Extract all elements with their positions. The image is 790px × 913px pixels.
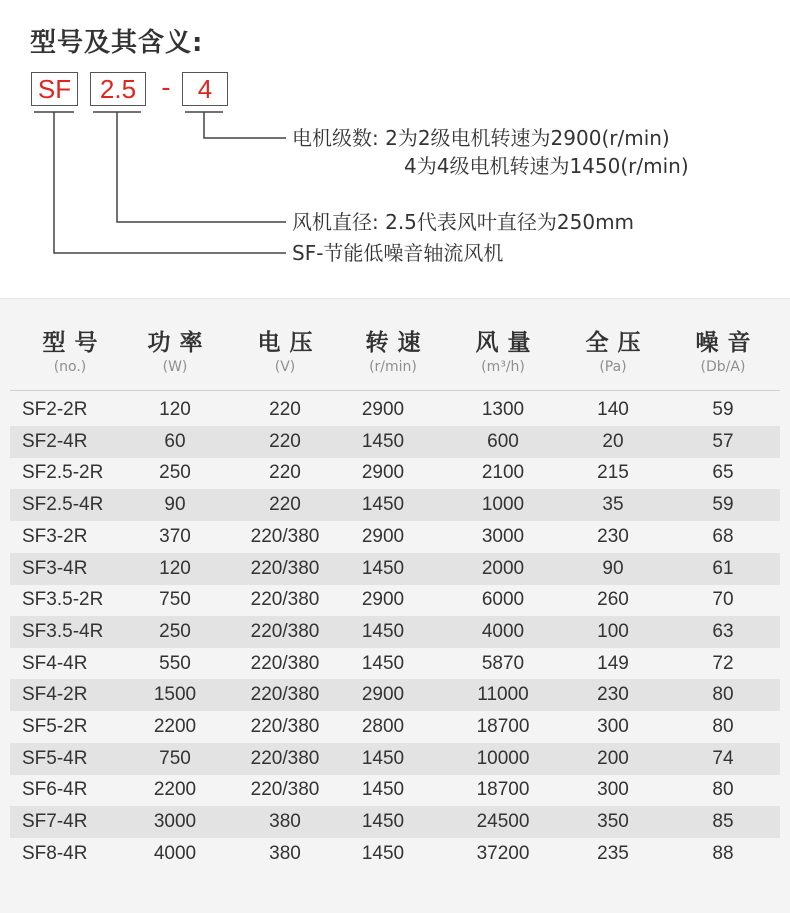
header-speed-unit: (r/min) xyxy=(369,359,417,375)
cell-voltage: 220/380 xyxy=(250,589,320,611)
cell-voltage: 380 xyxy=(269,811,301,833)
diameter-connector xyxy=(117,112,286,222)
cell-voltage: 220/380 xyxy=(250,652,320,674)
cell-speed: 2900 xyxy=(361,684,405,706)
cell-noise: 74 xyxy=(712,747,734,769)
cell-model: SF2-4R xyxy=(22,430,88,452)
header-power xyxy=(120,328,230,376)
cell-airflow: 600 xyxy=(487,430,519,452)
cell-power: 550 xyxy=(159,652,191,674)
cell-voltage: 220/380 xyxy=(250,620,320,642)
table-row xyxy=(10,806,780,838)
cell-pressure: 215 xyxy=(597,462,629,484)
cell-noise: 68 xyxy=(712,525,734,547)
cell-power: 3000 xyxy=(153,811,197,833)
cell-airflow: 5870 xyxy=(481,652,525,674)
cell-voltage: 380 xyxy=(269,842,301,864)
cell-speed: 2900 xyxy=(361,399,405,420)
cell-noise: 80 xyxy=(712,779,734,801)
cell-power: 2200 xyxy=(153,779,197,801)
header-speed xyxy=(338,328,448,376)
cell-model: SF3-2R xyxy=(22,525,88,547)
cell-speed: 1450 xyxy=(361,779,405,801)
table-row xyxy=(10,394,780,426)
header-noise-label: 噪音 xyxy=(695,330,760,356)
cell-power: 2200 xyxy=(153,716,197,737)
header-divider xyxy=(10,390,780,391)
table-row xyxy=(10,838,780,870)
cell-speed: 1450 xyxy=(361,842,405,864)
cell-pressure: 230 xyxy=(597,525,629,547)
header-model xyxy=(10,328,130,376)
cell-model: SF4-4R xyxy=(22,652,88,674)
cell-noise: 72 xyxy=(712,652,734,674)
cell-noise: 80 xyxy=(712,716,734,737)
cell-speed: 1450 xyxy=(361,811,405,833)
header-airflow xyxy=(448,328,558,376)
cell-pressure: 200 xyxy=(597,747,629,769)
cell-pressure: 350 xyxy=(597,811,629,833)
cell-pressure: 230 xyxy=(597,684,629,706)
cell-voltage: 220 xyxy=(269,430,301,452)
poles-connector xyxy=(204,112,286,138)
cell-power: 750 xyxy=(159,747,191,769)
page-heading: 型号及其含义: xyxy=(30,28,204,58)
cell-airflow: 11000 xyxy=(477,684,529,706)
cell-model: SF4-2R xyxy=(22,684,88,706)
cell-noise: 63 xyxy=(712,620,734,642)
header-power-label: 功率 xyxy=(147,330,212,356)
cell-pressure: 235 xyxy=(597,842,629,864)
cell-model: SF2.5-4R xyxy=(22,494,104,516)
cell-model: SF3.5-2R xyxy=(22,589,104,611)
cell-noise: 70 xyxy=(712,589,734,611)
table-row xyxy=(10,648,780,680)
cell-power: 90 xyxy=(164,494,186,516)
cell-voltage: 220/380 xyxy=(250,525,320,547)
cell-airflow: 37200 xyxy=(476,842,530,864)
cell-power: 120 xyxy=(159,557,191,579)
cell-noise: 57 xyxy=(712,430,734,452)
header-airflow-unit: (m³/h) xyxy=(481,359,525,375)
series-explanation: SF-节能低噪音轴流风机 xyxy=(292,241,504,265)
table-row xyxy=(10,743,780,775)
code-series-box: SF xyxy=(31,72,78,106)
cell-pressure: 149 xyxy=(597,652,629,674)
cell-noise: 61 xyxy=(712,557,734,579)
cell-noise: 65 xyxy=(712,462,734,484)
cell-airflow: 1000 xyxy=(481,494,525,516)
table-row xyxy=(10,679,780,711)
cell-noise: 80 xyxy=(712,684,734,706)
motor-poles-explanation-2: 4为4级电机转速为1450(r/min) xyxy=(404,154,689,178)
cell-voltage: 220/380 xyxy=(250,747,320,769)
cell-airflow: 6000 xyxy=(481,589,525,611)
cell-speed: 1450 xyxy=(361,430,405,452)
cell-model: SF5-2R xyxy=(22,716,88,737)
cell-speed: 1450 xyxy=(361,620,405,642)
cell-speed: 2900 xyxy=(361,589,405,611)
cell-model: SF8-4R xyxy=(22,842,88,864)
cell-speed: 2900 xyxy=(361,462,405,484)
header-power-unit: (W) xyxy=(162,359,188,375)
cell-speed: 2900 xyxy=(361,525,405,547)
cell-voltage: 220 xyxy=(269,494,301,516)
cell-pressure: 300 xyxy=(597,779,629,801)
cell-speed: 1450 xyxy=(361,557,405,579)
cell-voltage: 220/380 xyxy=(250,684,320,706)
header-speed-label: 转速 xyxy=(365,330,430,356)
cell-voltage: 220/380 xyxy=(250,779,320,801)
table-row xyxy=(10,774,780,806)
cell-power: 60 xyxy=(164,430,186,452)
cell-model: SF6-4R xyxy=(22,779,88,801)
cell-airflow: 1300 xyxy=(481,399,525,420)
motor-poles-explanation-1: 电机级数: 2为2级电机转速为2900(r/min) xyxy=(292,126,670,150)
cell-pressure: 20 xyxy=(602,430,624,452)
model-legend-section xyxy=(0,0,790,300)
cell-power: 1500 xyxy=(153,684,197,706)
header-pressure-unit: (Pa) xyxy=(599,359,627,375)
code-diameter-box: 2.5 xyxy=(90,72,146,106)
cell-airflow: 3000 xyxy=(481,525,525,547)
cell-pressure: 140 xyxy=(597,399,629,420)
cell-noise: 85 xyxy=(712,811,734,833)
cell-model: SF5-4R xyxy=(22,747,88,769)
cell-power: 370 xyxy=(159,525,191,547)
cell-airflow: 18700 xyxy=(476,779,530,801)
cell-pressure: 260 xyxy=(597,589,629,611)
table-row xyxy=(10,553,780,585)
cell-model: SF3-4R xyxy=(22,557,88,579)
header-voltage-label: 电压 xyxy=(257,330,322,356)
cell-speed: 1450 xyxy=(361,652,405,674)
header-noise-unit: (Db/A) xyxy=(700,359,746,375)
cell-pressure: 35 xyxy=(602,494,624,516)
cell-noise: 59 xyxy=(712,399,734,420)
cell-power: 4000 xyxy=(153,842,197,864)
cell-pressure: 100 xyxy=(597,620,629,642)
diameter-explanation: 风机直径: 2.5代表风叶直径为250mm xyxy=(292,210,635,234)
cell-airflow: 18700 xyxy=(476,716,530,737)
table-row xyxy=(10,489,780,521)
cell-airflow: 10000 xyxy=(476,747,530,769)
cell-pressure: 90 xyxy=(602,557,624,579)
header-pressure-label: 全压 xyxy=(585,330,650,356)
header-pressure xyxy=(558,328,668,376)
cell-power: 120 xyxy=(159,399,191,420)
cell-airflow: 2100 xyxy=(481,462,525,484)
cell-airflow: 2000 xyxy=(481,557,525,579)
cell-voltage: 220/380 xyxy=(250,716,320,737)
header-noise xyxy=(668,328,778,376)
cell-voltage: 220 xyxy=(269,399,301,420)
header-voltage xyxy=(230,328,340,376)
cell-noise: 59 xyxy=(712,494,734,516)
header-voltage-unit: (V) xyxy=(274,359,296,375)
cell-model: SF3.5-4R xyxy=(22,620,104,642)
header-airflow-label: 风量 xyxy=(475,330,540,356)
cell-model: SF2-2R xyxy=(22,399,88,420)
cell-speed: 1450 xyxy=(361,747,405,769)
table-row xyxy=(10,521,780,553)
cell-pressure: 300 xyxy=(597,716,629,737)
cell-power: 250 xyxy=(159,620,191,642)
cell-noise: 88 xyxy=(712,842,734,864)
cell-power: 250 xyxy=(159,462,191,484)
cell-voltage: 220 xyxy=(269,462,301,484)
code-poles-box: 4 xyxy=(182,72,228,106)
cell-power: 750 xyxy=(159,589,191,611)
series-connector xyxy=(54,112,286,253)
cell-speed: 2800 xyxy=(361,716,405,737)
table-row xyxy=(10,616,780,648)
cell-model: SF2.5-2R xyxy=(22,462,104,484)
table-row xyxy=(10,584,780,616)
table-row xyxy=(10,426,780,458)
header-model-label: 型号 xyxy=(42,330,107,356)
cell-airflow: 4000 xyxy=(481,620,525,642)
cell-model: SF7-4R xyxy=(22,811,88,833)
table-row xyxy=(10,711,780,743)
header-model-unit: (no.) xyxy=(53,359,87,375)
cell-speed: 1450 xyxy=(361,494,405,516)
code-dash: - xyxy=(161,73,171,103)
cell-airflow: 24500 xyxy=(476,811,530,833)
table-row xyxy=(10,457,780,489)
cell-voltage: 220/380 xyxy=(250,557,320,579)
